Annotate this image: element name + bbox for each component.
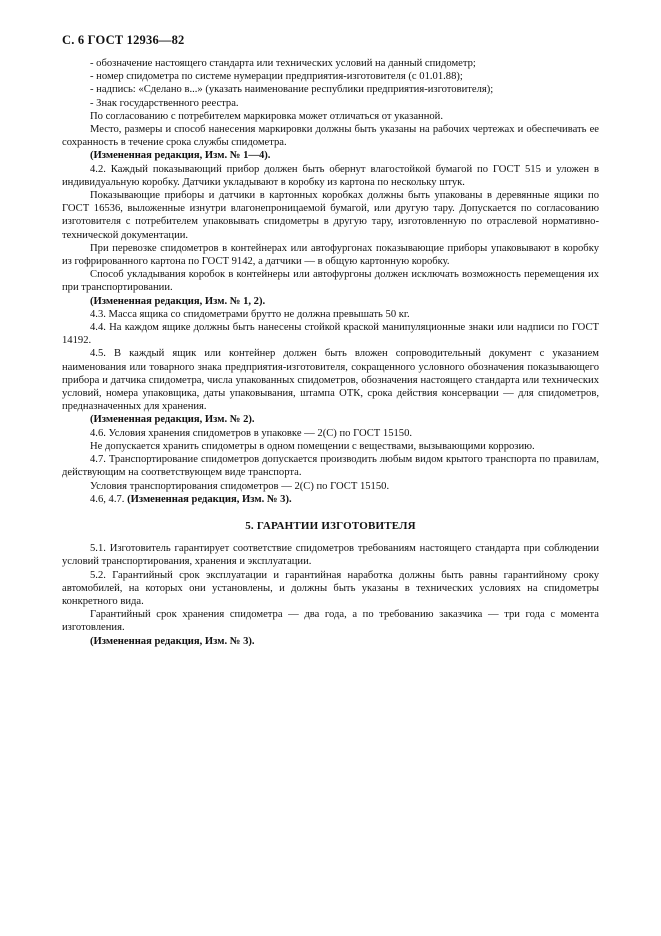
paragraph-box-stacking: Способ укладывания коробок в контейнеры или автофургоны должен исключать возможность перемещения их при транспортировании. bbox=[62, 269, 599, 294]
clause-4-3: 4.3. Масса ящика со спидометрами брутто не должна превышать 50 кг. bbox=[90, 308, 410, 320]
paragraph-marking-agreement: По согласованию с потребителем маркировка может отличаться от указанной. bbox=[90, 110, 443, 122]
list-item-made-in: - надпись: «Сделано в...» (указать наименование республики предприятия-изготовителя); bbox=[90, 84, 494, 96]
section-heading: 5. ГАРАНТИИ ИЗГОТОВИТЕЛЯ bbox=[245, 519, 416, 532]
revision-note-4-text: (Измененная редакция, Изм. № 3). bbox=[127, 493, 292, 505]
paragraph-packing-boxes: Показывающие приборы и датчики в картонных коробках должны быть упакованы в деревянные ящики по ГОСТ 16536, выложенные изнутри влагонепроницаемой бумагой, или другую тару. Допускается по согласованию изготовителя с потребителем упаковывать спидометры в другую тару, изготовленную по отраслевой нормативно-технической документации. bbox=[62, 190, 599, 241]
list-item-standard-designation: - обозначение настоящего стандарта или технических условий на данный спидометр; bbox=[90, 58, 476, 69]
clause-5-1: 5.1. Изготовитель гарантирует соответствие спидометров требованиям настоящего стандарта при соблюдении условий транспортирования, хранения и эксплуатации. bbox=[62, 543, 599, 568]
paragraph-storage-warranty: Гарантийный срок хранения спидометра — два года, а по требованию заказчика — три года с момента изготовления. bbox=[62, 609, 599, 634]
list-item-speedometer-number: - номер спидометра по системе нумерации предприятия-изготовителя (с 01.01.88); bbox=[90, 71, 463, 83]
clause-4-6: 4.6. Условия хранения спидометров в упаковке — 2(С) по ГОСТ 15150. bbox=[90, 427, 413, 439]
clause-4-2: 4.2. Каждый показывающий прибор должен быть обернут влагостойкой бумагой по ГОСТ 515 и уложен в индивидуальную коробку. Датчики укладывают в коробку из картона по нескольку штук. bbox=[62, 163, 599, 188]
list-item-state-register: - Знак государственного реестра. bbox=[90, 97, 239, 109]
revision-note-3: (Измененная редакция, Изм. № 2). bbox=[90, 414, 255, 426]
clause-4-4: 4.4. На каждом ящике должны быть нанесены стойкой краской манипуляционные знаки или надписи по ГОСТ 14192. bbox=[62, 322, 599, 347]
paragraph-transport-conditions: Условия транспортирования спидометров — 2(С) по ГОСТ 15150. bbox=[90, 480, 390, 492]
clause-4-7: 4.7. Транспортирование спидометров допускается производить любым видом крытого транспорта по правилам, действующим на соответствующем виде транспорта. bbox=[62, 454, 599, 479]
paragraph-containers: При перевозке спидометров в контейнерах или автофургонах показывающие приборы упаковывают в коробку из гофрированного картона по ГОСТ 9142, а датчики — в общую картонную коробку. bbox=[62, 242, 599, 268]
paragraph-corrosion: Не допускается хранить спидометры в одном помещении с веществами, вызывающими коррозию. bbox=[90, 440, 535, 452]
clause-4-5: 4.5. В каждый ящик или контейнер должен быть вложен сопроводительный документ с указанием наименования или товарного знака предприятия-изготовителя, сокращенного условного обозначения показывающего прибора и датчика спидометра, числа упакованных спидометров, обозначения настоящего стандарта или технических условий, номера упаковщика, даты упаковывания, штампа ОТК, срока действия консервации — для спидометров, предназначенных для хранения. bbox=[62, 348, 599, 413]
revision-note-4 bbox=[62, 493, 599, 506]
page-header: С. 6 ГОСТ 12936—82 bbox=[62, 33, 185, 47]
revision-note-2: (Измененная редакция, Изм. № 1, 2). bbox=[90, 295, 266, 307]
clause-5-2: 5.2. Гарантийный срок эксплуатации и гарантийная наработка должны быть равны гарантийному сроку автомобилей, на которых они установлены, и должны быть указаны в технических условиях на спидометры конкретного вида. bbox=[62, 569, 599, 607]
paragraph-marking-location: Место, размеры и способ нанесения маркировки должны быть указаны на рабочих чертежах и обеспечивать ее сохранность в течение срока службы спидометра. bbox=[62, 124, 599, 149]
revision-note-1: (Измененная редакция, Изм. № 1—4). bbox=[90, 150, 271, 162]
revision-note-5: (Измененная редакция, Изм. № 3). bbox=[90, 635, 255, 647]
revision-note-4-prefix: 4.6, 4.7. bbox=[90, 493, 128, 505]
document-body bbox=[62, 57, 599, 648]
